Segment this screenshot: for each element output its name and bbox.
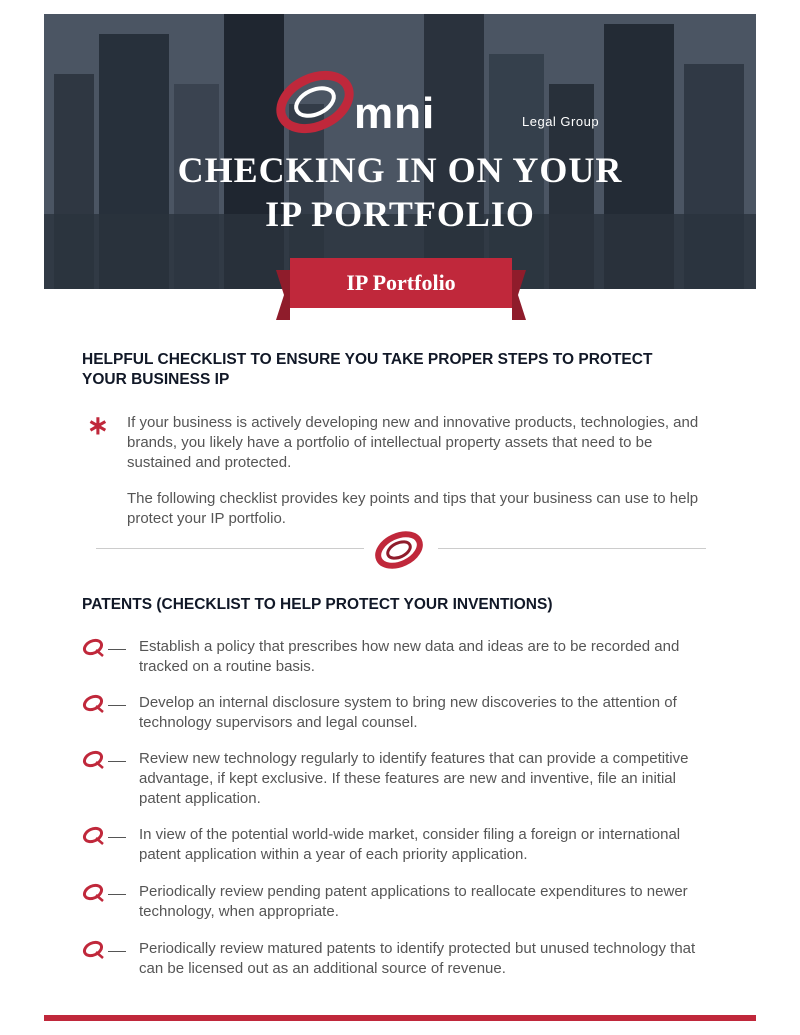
intro-heading-line2: YOUR BUSINESS IP bbox=[82, 371, 230, 388]
checkbox-swirl-icon[interactable] bbox=[82, 939, 104, 959]
checkbox-swirl-icon[interactable] bbox=[82, 637, 104, 657]
intro-paragraph-1: If your business is actively developing new and innovative products, technologies, and brands, you likely have a portfolio of intellectual property assets that need to be sustained and protected. bbox=[127, 414, 699, 471]
checklist-blank-line bbox=[108, 649, 126, 650]
logo-swirl-divider-icon bbox=[372, 527, 426, 573]
patents-heading: PATENTS (CHECKLIST TO HELP PROTECT YOUR INVENTIONS) bbox=[82, 596, 553, 613]
checklist-item-text: Periodically review matured patents to identify protected but unused technology that can be licensed out as an additional source of revenue. bbox=[139, 940, 696, 977]
brand-wordmark: mni bbox=[354, 89, 436, 138]
checklist-blank-line bbox=[108, 894, 126, 895]
logo-swirl-icon bbox=[270, 62, 360, 142]
divider-line-right bbox=[438, 548, 706, 549]
checklist-item-text: Develop an internal disclosure system to bring new discoveries to the attention of technology supervisors and legal counsel. bbox=[139, 694, 677, 731]
divider-line-left bbox=[96, 548, 364, 549]
page-title-line1: CHECKING IN ON YOUR bbox=[177, 150, 623, 190]
checklist-blank-line bbox=[108, 705, 126, 706]
brand-subtitle: Legal Group bbox=[522, 114, 600, 129]
asterisk-bullet-icon: ∗ bbox=[87, 410, 109, 440]
ribbon-label: IP Portfolio bbox=[290, 258, 512, 308]
checkbox-swirl-icon[interactable] bbox=[82, 749, 104, 769]
intro-heading-line1: HELPFUL CHECKLIST TO ENSURE YOU TAKE PROPER STEPS TO PROTECT bbox=[82, 351, 653, 368]
checkbox-swirl-icon[interactable] bbox=[82, 825, 104, 845]
intro-heading bbox=[82, 350, 722, 390]
checklist-blank-line bbox=[108, 837, 126, 838]
checklist-item-text: Review new technology regularly to identify features that can provide a competitive advantage, if kept exclusive. If these features are new and inventive, file an initial patent application. bbox=[139, 750, 689, 807]
checkbox-swirl-icon[interactable] bbox=[82, 882, 104, 902]
header-banner bbox=[44, 14, 756, 289]
footer-accent-bar bbox=[44, 1015, 756, 1021]
checklist-blank-line bbox=[108, 761, 126, 762]
checklist-item-text: Periodically review pending patent applications to reallocate expenditures to newer technology, when appropriate. bbox=[139, 883, 688, 920]
omni-legal-group-logo bbox=[270, 62, 600, 142]
checklist-item-text: Establish a policy that prescribes how new data and ideas are to be recorded and tracked on a routine basis. bbox=[139, 638, 680, 675]
intro-paragraph-2: The following checklist provides key points and tips that your business can use to help protect your IP portfolio. bbox=[127, 490, 699, 527]
checklist-blank-line bbox=[108, 951, 126, 952]
ribbon-banner bbox=[276, 258, 526, 320]
page-title-line2: IP PORTFOLIO bbox=[265, 194, 535, 234]
checkbox-swirl-icon[interactable] bbox=[82, 693, 104, 713]
checklist-item-text: In view of the potential world-wide market, consider filing a foreign or international patent application within a year of each priority application. bbox=[139, 826, 681, 863]
